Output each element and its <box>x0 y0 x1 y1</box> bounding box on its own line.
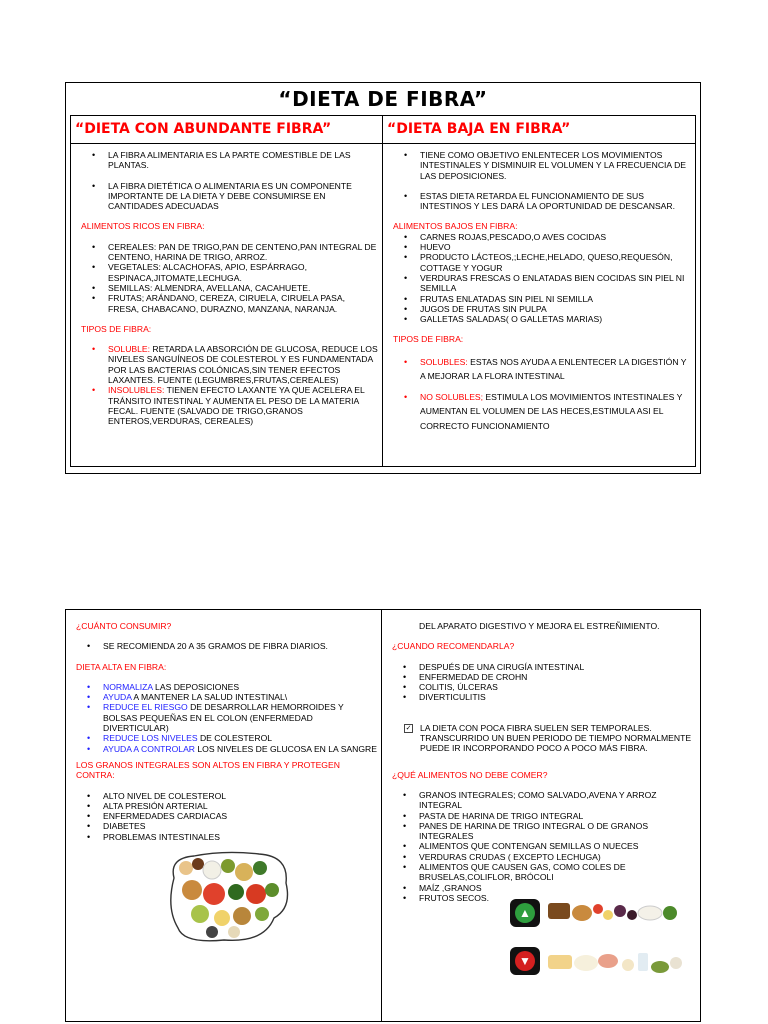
fiber-diet-sheet-2 <box>65 609 701 1022</box>
non-solubles-label: NO SOLUBLES; <box>420 391 484 402</box>
insoluble-text: TIENEN EFECTO LAXANTE YA QUE ACELERA EL TRÁNSITO INTESTINAL Y AUMENTA EL PESO DE LA MATERIA FECAL. FUENTE (SALVADO DE TRIGO,GRANOS ENTEROS,VERDURAS, CEREALES) <box>108 385 365 427</box>
high-fiber-foods-list <box>79 242 378 314</box>
list-item: • DIVERTICULITIS <box>390 692 694 702</box>
list-item <box>391 390 689 434</box>
list-item: • LA FIBRA DIETÉTICA O ALIMENTARIA ES UN COMPONENTE IMPORTANTE DE LA DIETA Y DEBE CONSUMIRSE EN CANTIDADES ADECUADAS <box>79 181 378 212</box>
benefit-label: NORMALIZA <box>103 681 153 692</box>
benefit-text: DE COLESTEROL <box>197 733 273 744</box>
checkbox-icon: ✓ <box>405 724 412 732</box>
list-item: • ALIMENTOS QUE CONTENGAN SEMILLAS O NUECES <box>390 841 694 851</box>
list-item: • DIABETES <box>74 821 377 831</box>
table-body-row <box>71 144 695 466</box>
consume-list <box>74 641 377 651</box>
soluble-text: RETARDA LA ABSORCIÓN DE GLUCOSA, REDUCE LOS NIVELES SANGUÍNEOS DE COLESTEROL Y ES FUNDAMENTADA POR LAS BACTERIAS COLÓNICAS,SIN TENER EFECTOS LAXANTES. FUENTE (LEGUMBRES,FRUTAS,CEREALES) <box>108 344 378 386</box>
list-item: • MAÍZ ,GRANOS <box>390 883 694 893</box>
list-item <box>74 702 377 733</box>
whole-grains-heading: LOS GRANOS INTEGRALES SON ALTOS EN FIBRA Y PROTEGEN CONTRA: <box>76 759 340 781</box>
insoluble-label: INSOLUBLES: <box>108 385 165 396</box>
benefit-text: LOS NIVELES DE GLUCOSA EN LA SANGRE <box>195 743 377 754</box>
low-fiber-types-heading: TIPOS DE FIBRA: <box>393 334 464 345</box>
list-item: • HUEVO <box>391 242 689 252</box>
solubles-label: SOLUBLES: <box>420 356 468 367</box>
what-not-eat-heading: ¿QUÉ ALIMENTOS NO DEBE COMER? <box>392 769 548 780</box>
high-fiber-foods-illustration <box>546 895 686 929</box>
foods-to-avoid-list <box>390 790 694 903</box>
fiber-types-list <box>79 344 378 426</box>
diet-details-table <box>66 610 700 1021</box>
low-fiber-foods-illustration <box>546 943 686 979</box>
high-fiber-column <box>71 144 383 466</box>
benefit-label: AYUDA A CONTROLAR <box>103 743 196 754</box>
list-item: • PRODUCTO LÁCTEOS,;LECHE,HELADO, QUESO,REQUESÓN, COTTAGE Y YOGUR <box>391 252 689 273</box>
list-item: • PANES DE HARINA DE TRIGO INTEGRAL O DE GRANOS INTEGRALES <box>390 821 694 842</box>
high-fiber-foods-heading: ALIMENTOS RICOS EN FIBRA: <box>81 221 205 232</box>
benefit-text: LAS DEPOSICIONES <box>152 681 240 692</box>
benefit-text: DE DESARROLLAR HEMORROIDES Y BOLSAS PEQUEÑAS EN EL COLON (ENFERMEDAD DIVERTICULAR) <box>103 702 344 734</box>
list-item: • ESTAS DIETA RETARDA EL FUNCIONAMIENTO DE SUS INTESTINOS Y LES DARÁ LA OPORTUNIDAD DE DESCANSAR. <box>391 191 689 212</box>
list-item: • TIENE COMO OBJETIVO ENLENTECER LOS MOVIMIENTOS INTESTINALES Y DISMINUIR EL VOLUMEN Y LA FRECUENCIA DE LAS DEPOSICIONES. <box>391 150 689 181</box>
list-item: • DESPUÉS DE UNA CIRUGÍA INTESTINAL <box>390 662 694 672</box>
list-item: • PROBLEMAS INTESTINALES <box>74 832 377 842</box>
list-item: • CARNES ROJAS,PESCADO,O AVES COCIDAS <box>391 232 689 242</box>
list-item: • ENFERMEDADES CARDIACAS <box>74 811 377 821</box>
page-title: “DIETA DE FIBRA” <box>278 87 488 111</box>
fiber-foods-comparison-image <box>390 907 694 987</box>
note-text: LA DIETA CON POCA FIBRA SUELEN SER TEMPORALES. TRANSCURRIDO UN BUEN PERIODO DE TIEMPO NORMALMENTE PUEDE IR INCORPORANDO POCO A POCO MÁS FIBRA. <box>420 722 692 754</box>
list-item <box>79 344 378 385</box>
food-illustration <box>164 848 294 948</box>
list-item <box>74 692 377 702</box>
solubles-text: ESTAS NOS AYUDA A ENLENTECER LA DIGESTIÓN Y A MEJORAR LA FLORA INTESTINAL <box>420 356 687 382</box>
benefit-label: AYUDA <box>103 692 132 703</box>
benefit-label: REDUCE LOS NIVELES <box>103 733 198 744</box>
list-item: • VERDURAS CRUDAS ( EXCEPTO LECHUGA) <box>390 852 694 862</box>
list-item <box>79 385 378 426</box>
list-item <box>74 682 377 692</box>
fiber-diet-sheet-1 <box>65 82 701 474</box>
list-item: • FRUTAS ENLATADAS SIN PIEL NI SEMILLA <box>391 294 689 304</box>
how-much-heading: ¿CUÁNTO CONSUMIR? <box>76 621 172 631</box>
list-item: • ALTO NIVEL DE COLESTEROL <box>74 791 377 801</box>
arrow-down-icon: ▼ <box>510 947 540 975</box>
when-recommend-heading: ¿CUANDO RECOMENDARLA? <box>392 641 515 652</box>
list-item: • GRANOS INTEGRALES; COMO SALVADO,AVENA Y ARROZ INTEGRAL <box>390 790 694 811</box>
low-fiber-types-list <box>391 355 689 434</box>
high-fiber-intro-list <box>79 150 378 211</box>
list-item: • SEMILLAS: ALMENDRA, AVELLANA, CACAHUETE. <box>79 283 378 293</box>
list-item: • VEGETALES: ALCACHOFAS, APIO, ESPÁRRAGO, ESPINACA,JITOMATE,LECHUGA. <box>79 262 378 283</box>
recommendation-column <box>382 610 700 1021</box>
list-item: • PASTA DE HARINA DE TRIGO INTEGRAL <box>390 811 694 821</box>
arrow-up-icon: ▲ <box>510 899 540 927</box>
fiber-types-heading: TIPOS DE FIBRA: <box>81 323 152 334</box>
list-item: • GALLETAS SALADAS( O GALLETAS MARIAS) <box>391 314 689 324</box>
continued-text: DEL APARATO DIGESTIVO Y MEJORA EL ESTREÑIMIENTO. <box>419 621 660 631</box>
benefit-label: REDUCE EL RIESGO <box>103 702 188 713</box>
low-fiber-foods-list <box>391 232 689 325</box>
table-header-row <box>71 116 695 144</box>
soluble-label: SOLUBLE: <box>108 344 151 355</box>
low-fiber-foods-heading: ALIMENTOS BAJOS EN FIBRA: <box>393 221 518 232</box>
list-item: • ALTA PRESIÓN ARTERIAL <box>74 801 377 811</box>
list-item <box>74 744 377 754</box>
list-item: • JUGOS DE FRUTAS SIN PULPA <box>391 304 689 314</box>
details-row <box>66 610 700 1021</box>
list-item: • FRUTAS; ARÁNDANO, CEREZA, CIRUELA, CIRUELA PASA, FRESA, CHABACANO, DURAZNO, MANZANA, NARANJA. <box>79 293 378 314</box>
low-fiber-header: “DIETA BAJA EN FIBRA” <box>387 121 571 137</box>
list-item: • SE RECOMIENDA 20 A 35 GRAMOS DE FIBRA DIARIOS. <box>74 641 377 651</box>
list-item: • FRUTOS SECOS. <box>390 893 694 903</box>
high-fiber-diet-heading: DIETA ALTA EN FIBRA: <box>76 661 167 672</box>
low-fiber-intro-list <box>391 150 689 211</box>
low-fiber-column <box>383 144 695 466</box>
list-item: • COLITIS, ÚLCERAS <box>390 682 694 692</box>
protects-against-list <box>74 791 377 842</box>
list-item: • CEREALES: PAN DE TRIGO,PAN DE CENTENO,PAN INTEGRAL DE CENTENO, HARINA DE TRIGO, ARROZ. <box>79 242 378 263</box>
temporary-diet-note <box>390 723 694 754</box>
list-item: • ENFERMEDAD DE CROHN <box>390 672 694 682</box>
consumption-column <box>66 610 382 1021</box>
list-item <box>391 355 689 384</box>
list-item: • LA FIBRA ALIMENTARIA ES LA PARTE COMESTIBLE DE LAS PLANTAS. <box>79 150 378 171</box>
non-solubles-text: ESTIMULA LOS MOVIMIENTOS INTESTINALES Y AUMENTAN EL VOLUMEN DE LAS HECES,ESTIMULA ASI EL CORRECTO FUNCIONAMIENTO <box>420 391 683 431</box>
diet-comparison-table <box>70 115 696 467</box>
list-item: • ALIMENTOS QUE CAUSEN GAS, COMO COLES DE BRUSELAS,COLIFLOR, BRÓCOLI <box>390 862 694 883</box>
list-item <box>74 733 377 743</box>
high-fiber-header: “DIETA CON ABUNDANTE FIBRA” <box>71 116 383 143</box>
high-fiber-benefits-list <box>74 682 377 754</box>
list-item: • VERDURAS FRESCAS O ENLATADAS BIEN COCIDAS SIN PIEL NI SEMILLA <box>391 273 689 294</box>
fiber-foods-image <box>164 848 294 948</box>
when-recommend-list <box>390 662 694 703</box>
benefit-text: A MANTENER LA SALUD INTESTINAL\ <box>131 692 288 703</box>
